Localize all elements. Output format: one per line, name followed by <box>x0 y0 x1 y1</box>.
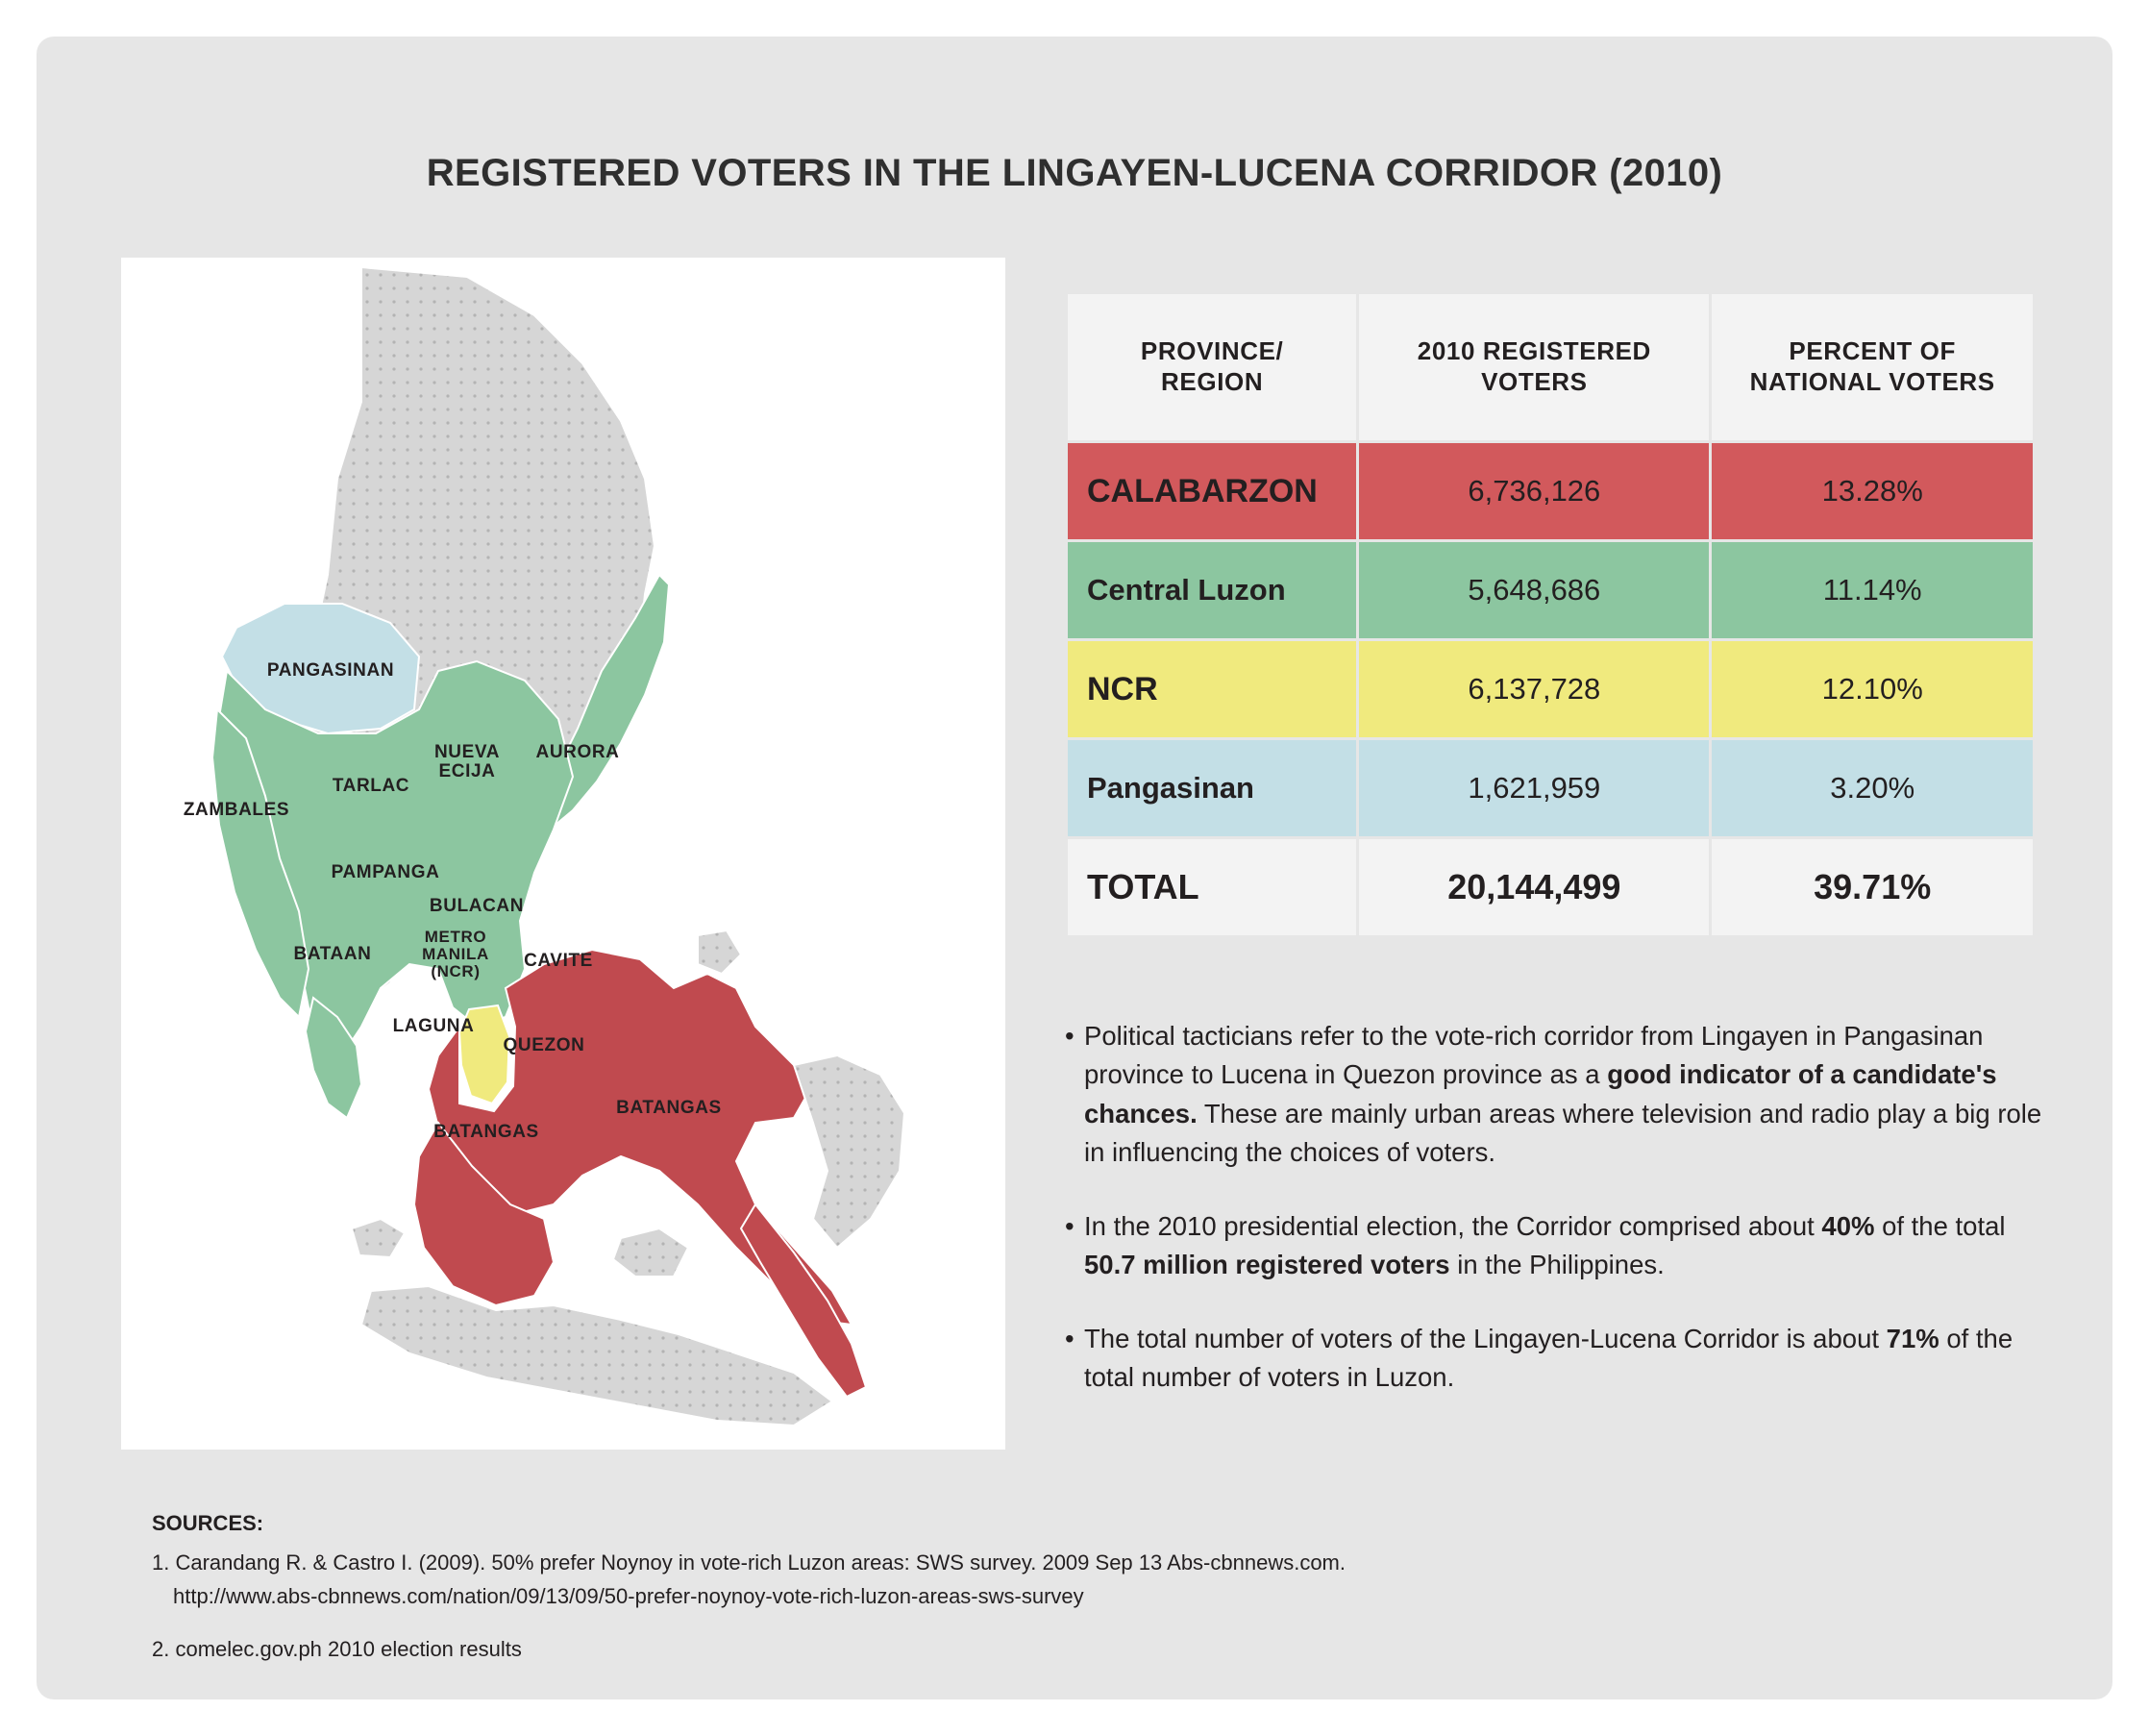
note-item-3: • The total number of voters of the Lingayen-Lucena Corridor is about 71% of the total number of voters in Luzon. <box>1065 1320 2055 1398</box>
map-label-rizal: CAVITE <box>524 951 593 971</box>
map-label-tarlac: TARLAC <box>332 776 410 796</box>
map-label-pampanga: PAMPANGA <box>331 862 440 882</box>
row-voters-pangasinan: 1,621,959 <box>1359 740 1709 836</box>
table-row-total <box>1068 839 2033 935</box>
island-bicol-grey <box>794 1055 904 1248</box>
row-name-pangasinan: Pangasinan <box>1068 740 1356 836</box>
row-voters-calabarzon: 6,736,126 <box>1359 443 1709 539</box>
source-item-2: 2. comelec.gov.ph 2010 election results <box>152 1637 522 1661</box>
voters-table <box>1065 291 2036 938</box>
sources-block <box>152 1507 1882 1667</box>
notes-list <box>1065 1017 2055 1431</box>
note-item-1: • Political tacticians refer to the vote-rich corridor from Lingayen in Pangasinan province to Lucena in Quezon province as a good indicator of a candidate's chances. These are mainly urban areas where television and radio play a big role in influencing the choices of voters. <box>1065 1017 2055 1173</box>
row-percent-ncr: 12.10% <box>1712 641 2033 737</box>
region-ncr <box>459 1005 509 1104</box>
row-percent-total: 39.71% <box>1712 839 2033 935</box>
row-name-calabarzon: CALABARZON <box>1068 443 1356 539</box>
sources-title: SOURCES: <box>152 1511 264 1535</box>
table-row <box>1068 641 2033 737</box>
map-label-quezon: BATANGAS <box>616 1098 722 1118</box>
row-name-total: TOTAL <box>1068 839 1356 935</box>
table-row <box>1068 443 2033 539</box>
map-label-bataan: BATAAN <box>293 944 372 964</box>
table-row <box>1068 542 2033 638</box>
map-label-pangasinan: PANGASINAN <box>266 660 395 681</box>
map-label-cavite: LAGUNA <box>392 1016 475 1036</box>
header-percent-national <box>1712 294 2033 440</box>
row-percent-central-luzon: 11.14% <box>1712 542 2033 638</box>
map-label-metro-manila: METRO MANILA (NCR) <box>422 928 489 980</box>
row-name-ncr: NCR <box>1068 641 1356 737</box>
island-mindoro <box>361 1286 832 1426</box>
row-percent-pangasinan: 3.20% <box>1712 740 2033 836</box>
row-voters-central-luzon: 5,648,686 <box>1359 542 1709 638</box>
header-voters-line1: 2010 REGISTERED <box>1417 336 1651 366</box>
map-label-zambales: ZAMBALES <box>183 800 290 820</box>
island-small-west <box>352 1219 405 1257</box>
island-marinduque <box>613 1228 688 1277</box>
header-registered-voters <box>1359 294 1709 440</box>
luzon-map <box>121 258 1005 1450</box>
map-label-bulacan: BULACAN <box>429 896 525 916</box>
island-polillo <box>698 930 741 974</box>
map-label-aurora: AURORA <box>535 742 620 762</box>
map-label-batangas: BATANGAS <box>433 1122 539 1142</box>
map-label-nueva-ecija: NUEVA ECIJA <box>433 742 501 781</box>
header-province-line2: REGION <box>1161 367 1264 396</box>
source-item-1: 1. Carandang R. & Castro I. (2009). 50% prefer Noynoy in vote-rich Luzon areas: SWS survey. 2009 Sep 13 Abs-cbnnews.com. <box>152 1550 1346 1575</box>
row-voters-total: 20,144,499 <box>1359 839 1709 935</box>
header-province-line1: PROVINCE/ <box>1140 336 1284 366</box>
row-percent-calabarzon: 13.28% <box>1712 443 2033 539</box>
table-header-row <box>1068 294 2033 440</box>
header-percent-line1: PERCENT OF <box>1789 336 1956 366</box>
note-item-2: • In the 2010 presidential election, the Corridor comprised about 40% of the total 50.7 million registered voters in the Philippines. <box>1065 1207 2055 1285</box>
header-province-region <box>1068 294 1356 440</box>
map-panel <box>121 258 1005 1450</box>
table-row <box>1068 740 2033 836</box>
row-voters-ncr: 6,137,728 <box>1359 641 1709 737</box>
page-title: REGISTERED VOTERS IN THE LINGAYEN-LUCENA CORRIDOR (2010) <box>426 152 1723 194</box>
header-percent-line2: NATIONAL VOTERS <box>1749 367 1995 396</box>
header-voters-line2: VOTERS <box>1481 367 1588 396</box>
source-item-1-url[interactable]: http://www.abs-cbnnews.com/nation/09/13/09/50-prefer-noynoy-vote-rich-luzon-areas-sws-survey <box>173 1584 1084 1608</box>
map-label-laguna: QUEZON <box>503 1035 585 1055</box>
infographic-panel <box>37 37 2112 1699</box>
row-name-central-luzon: Central Luzon <box>1068 542 1356 638</box>
